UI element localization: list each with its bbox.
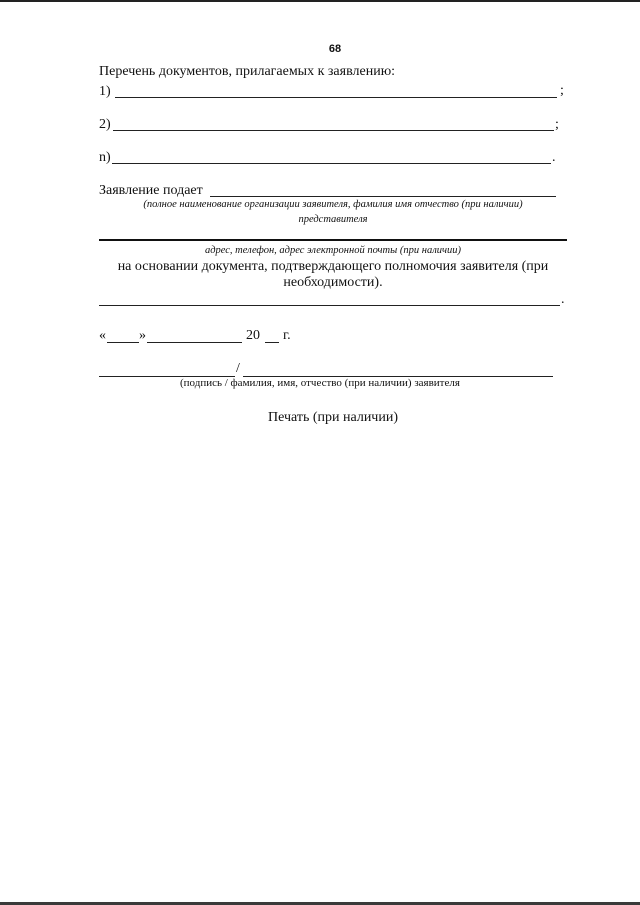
- date-year-suffix: г.: [283, 328, 291, 343]
- date-day-line[interactable]: [107, 342, 139, 343]
- signature-separator: /: [236, 361, 240, 376]
- scan-top-edge: [0, 0, 640, 2]
- date-open-quote: «: [99, 328, 106, 343]
- signature-hint: (подпись / фамилия, имя, отчество (при наличии) заявителя: [180, 377, 460, 389]
- applicant-hint-line1: (полное наименование организации заявителя, фамилия имя отчество (при наличии): [143, 199, 523, 210]
- document-item-n-line[interactable]: [112, 163, 551, 164]
- document-item-1-end: ;: [560, 83, 564, 98]
- date-year-prefix: 20: [246, 328, 260, 343]
- document-item-n-end: .: [552, 150, 556, 165]
- address-line[interactable]: [99, 239, 567, 241]
- basis-document-line[interactable]: [99, 305, 560, 306]
- stamp-text: Печать (при наличии): [267, 410, 398, 425]
- applicant-hint-line2: представителя: [298, 214, 368, 225]
- documents-heading: Перечень документов, прилагаемых к заявлению:: [99, 64, 396, 79]
- basis-line-end: .: [561, 292, 565, 307]
- page-number: 68: [328, 43, 342, 55]
- document-item-2-line[interactable]: [113, 130, 554, 131]
- basis-text-line2: необходимости).: [283, 275, 383, 290]
- basis-text-line1: на основании документа, подтверждающего полномочия заявителя (при: [117, 259, 549, 274]
- document-item-1-line[interactable]: [115, 97, 557, 98]
- document-item-1-label: 1): [99, 84, 111, 99]
- document-item-2-end: ;: [555, 117, 559, 132]
- document-item-2-label: 2): [99, 117, 111, 132]
- applicant-name-line[interactable]: [210, 196, 556, 197]
- date-close-quote: »: [139, 328, 146, 343]
- date-month-line[interactable]: [147, 342, 242, 343]
- date-year-line[interactable]: [265, 342, 279, 343]
- address-hint: адрес, телефон, адрес электронной почты (при наличии): [204, 245, 462, 256]
- document-item-n-label: n): [99, 150, 111, 165]
- applicant-label: Заявление подает: [99, 183, 203, 198]
